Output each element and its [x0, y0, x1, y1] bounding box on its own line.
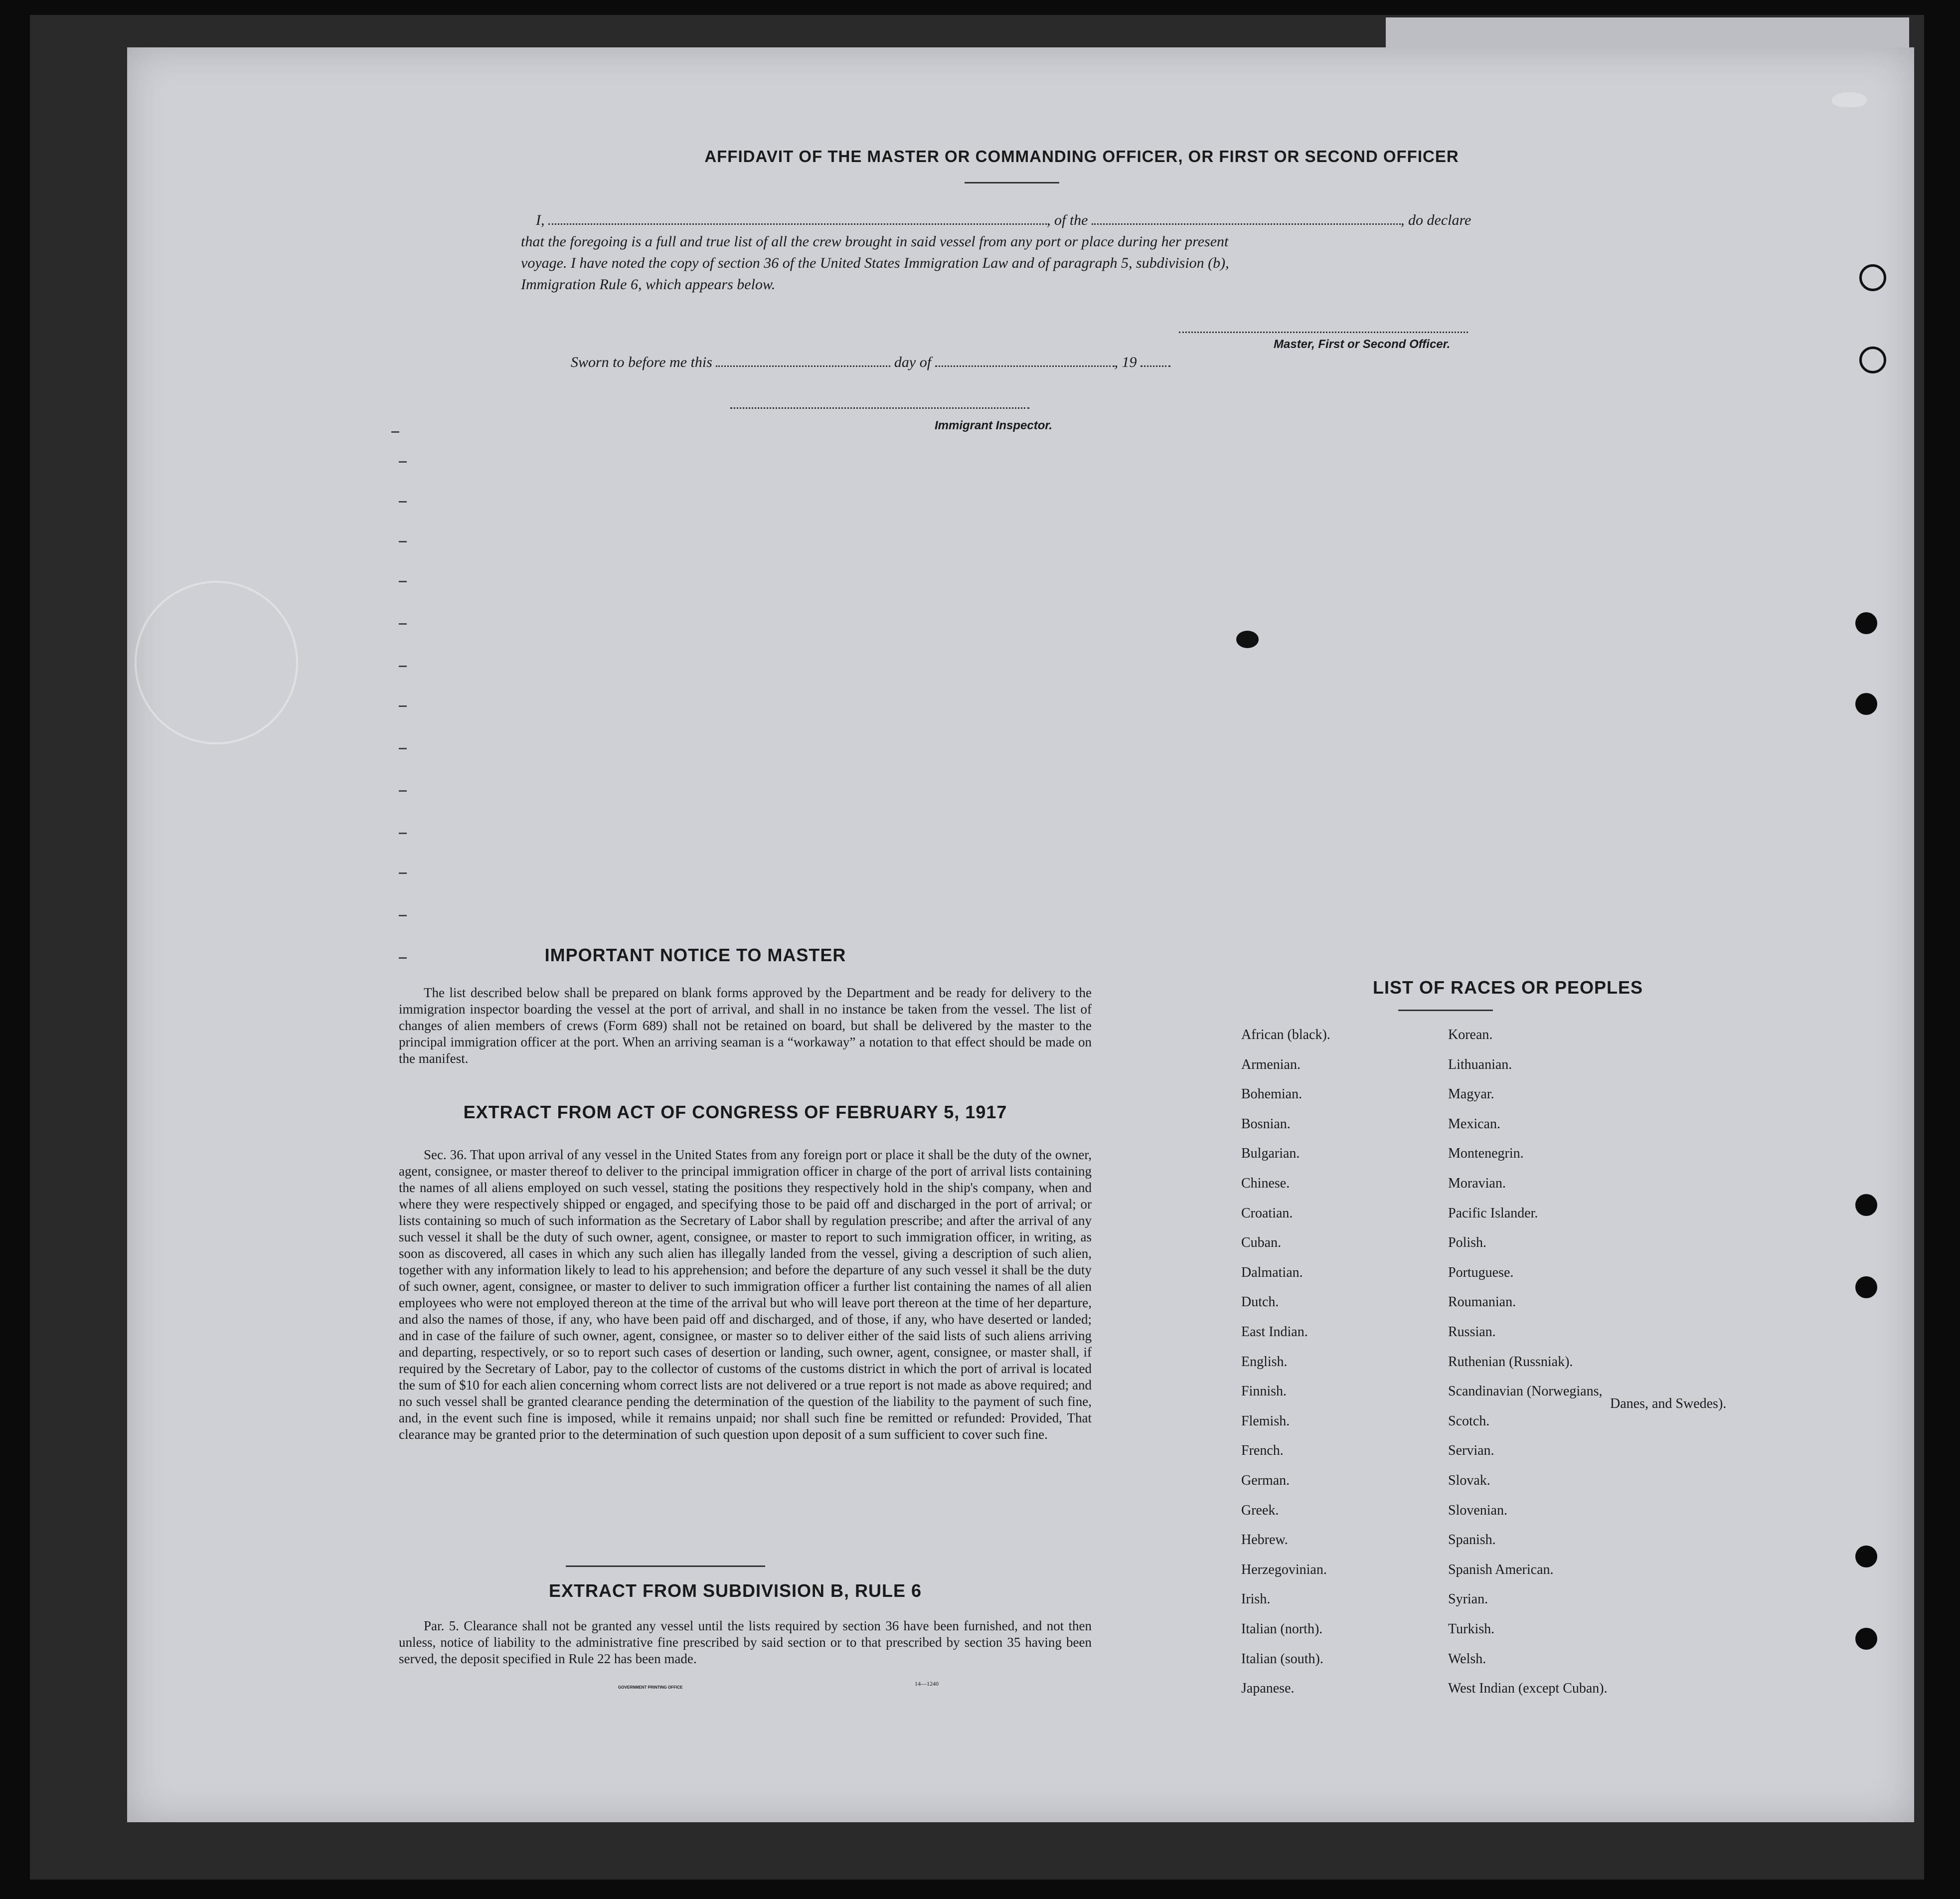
race-item: English. [1241, 1354, 1288, 1370]
race-item: Korean. [1448, 1027, 1493, 1042]
binder-hole [1855, 612, 1877, 634]
rule-body: Par. 5. Clearance shall not be granted any vessel until the lists required by section 36 have been furnished, and not then unless, notice of liability to the administrative fine prescribed by said section or to that prescribed by section 35 having been served, the deposit specified in Rule 22 has been made. [399, 1618, 1092, 1666]
act-body: Sec. 36. That upon arrival of any vessel in the United States from any foreign port or place it shall be the duty of the owner, agent, consignee, or master thereof to deliver to the principal immigration officer in charge of the port of arrival lists containing the names of all aliens employed on such vessel, stating the positions they respectively hold in the ship's company, when and where they were respectively shipped or engaged, and specifying those to be paid off and discharged in the port of arrival; or lists containing so much of such information as the Secretary of Labor shall by regulation prescribe; and after the arrival of any such vessel it shall be the duty of such owner, agent, consignee, or master to report to such immigration officer, in writing, as soon as discovered, all cases in which any such alien has illegally landed from the vessel, giving a description of such alien, together with any information likely to lead to his apprehension; and before the departure of any such vessel it shall be the duty of such owner, agent, consignee, or master to deliver to such immigration officer a further list containing the names of all alien employees who were not employed thereon at the time of the arrival but who will leave port thereon at the time of her departure, and also the names of those, if any, who have been paid off and discharged, and of those, if any, who have deserted or landed; and in case of the failure of such owner, agent, consignee, or master so to deliver either of the said lists of such aliens arriving and departing, respectively, or so to report such cases of desertion or landing, such owner, agent, consignee, or master shall, if required by the Secretary of Labor, pay to the collector of customs of the customs district in which the port of arrival is located the sum of $10 for each alien concerning whom correct lists are not delivered or a true report is not made as above required; and no such vessel shall be granted clearance pending the determination of the question of the liability to the payment of such fine, and, in the event such fine is imposed, while it remains unpaid; nor shall such fine be remitted or refunded: Provided, That clearance may be granted prior to the determination of such question upon deposit of a sum sufficient to cover such fine. [399, 1147, 1092, 1442]
affidavit-line-4: Immigration Rule 6, which appears below. [521, 276, 776, 293]
sworn-line [571, 354, 1170, 371]
margin-dash [399, 461, 407, 463]
day-of-text: day of [894, 354, 932, 370]
race-item: French. [1241, 1443, 1284, 1459]
race-item: Bohemian. [1241, 1086, 1303, 1102]
margin-dash [399, 541, 407, 542]
race-item: Greek. [1241, 1502, 1279, 1518]
master-signature-line[interactable] [1179, 332, 1468, 333]
margin-dash [399, 790, 407, 792]
race-item: Italian (north). [1241, 1621, 1323, 1637]
race-item: Bosnian. [1241, 1116, 1291, 1132]
section-divider [566, 1565, 765, 1567]
race-item: Danes, and Swedes). [1610, 1396, 1727, 1411]
binder-hole [1855, 1628, 1877, 1650]
binder-hole [1855, 1276, 1877, 1298]
race-item: Montenegrin. [1448, 1146, 1524, 1162]
binder-hole [1855, 693, 1877, 715]
printer-imprint: GOVERNMENT PRINTING OFFICE [618, 1685, 683, 1690]
corner-mark [1832, 92, 1867, 107]
binder-hole [1859, 346, 1886, 373]
binder-hole [1855, 1194, 1877, 1216]
race-item: Chinese. [1241, 1176, 1290, 1191]
race-item: Bulgarian. [1241, 1146, 1300, 1162]
margin-dash [399, 957, 407, 959]
race-item: Magyar. [1448, 1086, 1494, 1102]
race-item: Russian. [1448, 1324, 1496, 1340]
race-item: Spanish American. [1448, 1561, 1554, 1577]
race-item: Servian. [1448, 1443, 1494, 1459]
race-item: Finnish. [1241, 1383, 1287, 1399]
margin-dash [399, 915, 407, 916]
race-item: German. [1241, 1473, 1290, 1488]
margin-dash [399, 872, 407, 874]
rule-title: EXTRACT FROM SUBDIVISION B, RULE 6 [548, 1580, 922, 1601]
affidavit-line-2: that the foregoing is a full and true list of all the crew brought in said vessel from any port or place during her present [521, 233, 1229, 250]
race-item: Ruthenian (Russniak). [1448, 1354, 1573, 1370]
embossed-seal [135, 581, 298, 744]
race-item: Mexican. [1448, 1116, 1500, 1132]
notice-title: IMPORTANT NOTICE TO MASTER [544, 945, 846, 965]
form-code: 14—1240 [915, 1680, 939, 1687]
affidavit-line-3: voyage. I have noted the copy of section 36 of the United States Immigration Law and of paragraph 5, subdivision (b), [521, 255, 1229, 271]
race-item: Flemish. [1241, 1413, 1290, 1429]
margin-dash [399, 748, 407, 749]
margin-dash [399, 501, 407, 503]
race-item: Irish. [1241, 1591, 1271, 1607]
race-item: Scotch. [1448, 1413, 1490, 1429]
race-item: Japanese. [1241, 1681, 1295, 1697]
races-title: LIST OF RACES OR PEOPLES [1372, 977, 1643, 998]
race-item: Turkish. [1448, 1621, 1495, 1637]
sworn-day-field[interactable] [716, 365, 890, 367]
race-item: African (black). [1241, 1027, 1330, 1042]
races-title-rule [1398, 1010, 1493, 1011]
margin-dash [399, 833, 407, 834]
race-item: Moravian. [1448, 1176, 1506, 1191]
race-item: Croatian. [1241, 1205, 1293, 1221]
race-item: Herzegovinian. [1241, 1561, 1327, 1577]
race-item: Portuguese. [1448, 1264, 1514, 1280]
race-item: Pacific Islander. [1448, 1205, 1538, 1221]
binder-hole [1859, 264, 1886, 291]
page-edge [1386, 17, 1909, 47]
margin-dash [399, 581, 407, 582]
margin-dash [399, 705, 407, 707]
document-page [127, 47, 1914, 1822]
race-item: Armenian. [1241, 1056, 1301, 1072]
race-item: Italian (south). [1241, 1651, 1323, 1667]
name-field[interactable] [548, 223, 1047, 225]
of-the-text: , of the [1047, 212, 1088, 228]
sworn-text: Sworn to before me this [571, 354, 712, 370]
race-item: Dalmatian. [1241, 1264, 1303, 1280]
margin-dash [399, 666, 407, 667]
inspector-signature-line[interactable] [730, 407, 1029, 409]
race-item: Scandinavian (Norwegians, [1448, 1383, 1603, 1399]
race-item: Spanish. [1448, 1532, 1496, 1548]
sworn-year-field[interactable] [1141, 365, 1170, 367]
race-item: Cuban. [1241, 1235, 1282, 1251]
affidavit-title: AFFIDAVIT OF THE MASTER OR COMMANDING OFFICER, OR FIRST OR SECOND OFFICER [704, 147, 1459, 166]
race-item: Welsh. [1448, 1651, 1486, 1667]
race-item: Polish. [1448, 1235, 1487, 1251]
ink-blot [1236, 631, 1259, 648]
race-item: Syrian. [1448, 1591, 1488, 1607]
race-item: Roumanian. [1448, 1294, 1516, 1310]
race-item: Slovak. [1448, 1473, 1490, 1488]
year-prefix-text: , 19 [1114, 354, 1137, 370]
act-title: EXTRACT FROM ACT OF CONGRESS OF FEBRUARY 5, 1917 [463, 1102, 1007, 1122]
race-item: Slovenian. [1448, 1502, 1507, 1518]
master-signature-label: Master, First or Second Officer. [1274, 338, 1451, 351]
sworn-month-field[interactable] [935, 365, 1115, 367]
race-item: Lithuanian. [1448, 1056, 1512, 1072]
race-item: East Indian. [1241, 1324, 1308, 1340]
vessel-field[interactable] [1092, 223, 1401, 225]
margin-dash [399, 623, 407, 625]
binder-hole [1855, 1546, 1877, 1567]
affidavit-i: I, [536, 212, 545, 228]
notice-body: The list described below shall be prepared on blank forms approved by the Department and be ready for delivery to the immigration inspector boarding the vessel at the port of arrival, and shall in no instance be taken from the vessel. The list of changes of alien members of crews (Form 689) shall not be retained on board, but shall be delivered by the master to the principal immigration officer at the port. When an arriving seaman is a “workaway” a notation to that effect should be made on the manifest. [399, 985, 1092, 1066]
affidavit-title-rule [965, 182, 1059, 183]
race-item: West Indian (except Cuban). [1448, 1681, 1608, 1697]
race-item: Dutch. [1241, 1294, 1279, 1310]
inspector-signature-label: Immigrant Inspector. [935, 419, 1053, 432]
race-item: Hebrew. [1241, 1532, 1288, 1548]
do-declare-text: , do declare [1401, 212, 1471, 228]
affidavit-declaration [521, 209, 1533, 295]
margin-dash [391, 431, 399, 433]
